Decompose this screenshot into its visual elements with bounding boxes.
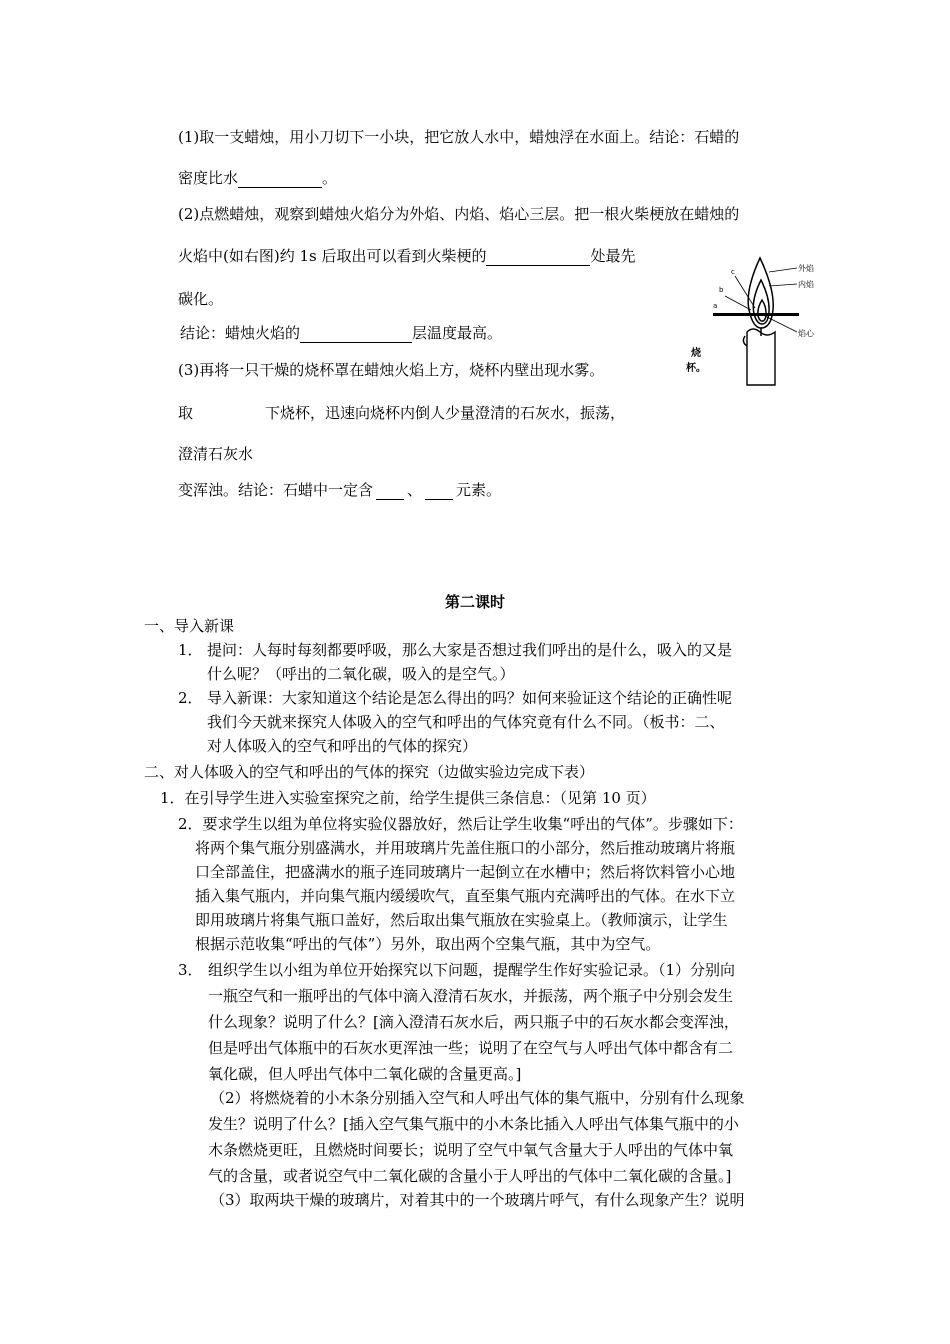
flame-core — [758, 300, 766, 321]
s2-item2-line2: 将两个集气瓶分别盛满水，并用玻璃片先盖住瓶口的小部分，然后推动玻璃片将瓶 — [195, 839, 736, 857]
s2-item3-line4: 但是呼出气体瓶中的石灰水更浑浊一些；说明了在空气与人呼出气体中都含有二 — [208, 1039, 734, 1057]
p2-line3: 碳化。 — [178, 290, 224, 308]
mark-c: c — [731, 268, 735, 276]
mark-b: b — [719, 286, 724, 294]
section1-heading: 一、导入新课 — [144, 617, 235, 635]
s1-item1-line2: 什么呢？（呼出的二氧化碳，吸入的是空气。） — [207, 665, 515, 683]
s2-item2-line5: 即用玻璃片将集气瓶口盖好，然后取出集气瓶放在实验桌上。（教师演示，让学生 — [195, 911, 728, 929]
s2-item3-line3: 什么现象？说明了什么？[滴入澄清石灰水后，两只瓶子中的石灰水都会变浑浊， — [208, 1013, 739, 1031]
margin-fragment-a: 烧 — [691, 348, 701, 359]
blank-flame-layer[interactable] — [300, 326, 412, 343]
label-inner-flame: 内焰 — [798, 280, 814, 289]
p3-line4: 变浑浊。结论：石蜡中一定含 、 元素。 — [178, 481, 502, 499]
s2-item3-line6: （2）将燃烧着的小木条分别插入空气和人呼出气体的集气瓶中，分别有什么现象 — [210, 1089, 745, 1107]
s2-item3-line10: （3）取两块干燥的玻璃片，对着其中的一个玻璃片呼气，有什么现象产生？说明 — [210, 1191, 745, 1209]
label-flame-core: 焰心 — [798, 329, 814, 338]
s1-item1-line1: 提问：人每时每刻都要呼吸，那么大家是否想过我们呼出的是什么，吸入的又是 — [207, 641, 733, 659]
lesson-title: 第二课时 — [444, 593, 505, 611]
candle-body — [743, 329, 775, 385]
section2-heading: 二、对人体吸入的空气和呼出的气体的探究（边做实验边完成下表） — [144, 763, 595, 781]
p3-line1: (3)再将一只干燥的烧杯罩在蜡烛火焰上方，烧杯内壁出现水雾。 — [178, 361, 605, 379]
s1-item2-line2: 我们今天就来探究人体吸入的空气和呼出的气体究竟有什么不同。（板书：二、 — [207, 713, 725, 731]
candle-flame-diagram — [705, 250, 825, 390]
p1-line1: (1)取一支蜡烛，用小刀切下一小块，把它放人水中，蜡烛浮在水面上。结论：石蜡的 — [178, 128, 740, 146]
s2-item3-line7: 发生？说明了什么？[插入空气集气瓶中的小木条比插入人呼出气体集气瓶中的小 — [208, 1115, 739, 1133]
blank-element-2[interactable] — [425, 483, 453, 500]
blank-element-1[interactable] — [376, 483, 404, 500]
margin-fragment-b: 杯。 — [686, 363, 706, 374]
p3-line3: 澄清石灰水 — [178, 445, 254, 463]
p2-conclusion: 结论：蜡烛火焰的 层温度最高。 — [180, 324, 503, 342]
s2-item3-line9: 气的含量，或者说空气中二氧化碳的含量小于人呼出的气体中二氧化碳的含量。] — [208, 1167, 732, 1185]
blank-density[interactable] — [238, 171, 322, 188]
p2-line2: 火焰中(如右图)约 1s 后取出可以看到火柴梗的 处最先 — [178, 247, 636, 265]
blank-match-position[interactable] — [486, 249, 590, 266]
flame-shape — [748, 258, 773, 328]
label-leaders — [725, 268, 797, 332]
s2-item2-line4: 插入集气瓶内，并向集气瓶内缓缓吹气，直至集气瓶内充满呼出的气体。在水下立 — [195, 887, 736, 905]
s1-item1-num: 1． — [178, 641, 203, 659]
s2-item3-line2: 一瓶空气和一瓶呼出的气体中滴入澄清石灰水，并振荡，两个瓶子中分别会发生 — [208, 987, 734, 1005]
outer-flame — [748, 258, 773, 328]
s2-item3-line5: 氧化碳，但人呼出气体中二氧化碳的含量更高。] — [208, 1065, 522, 1083]
matchstick — [713, 313, 799, 316]
s2-item2-line1: 2．要求学生以组为单位将实验仪器放好，然后让学生收集“呼出的气体”。步骤如下： — [178, 815, 743, 833]
p3-line2: 取 下烧杯，迅速向烧杯内倒人少量澄清的石灰水，振荡， — [178, 404, 626, 422]
s1-item2-line3: 对人体吸入的空气和呼出的气体的探究） — [207, 737, 478, 755]
s2-item1: 1．在引导学生进入实验室探究之前，给学生提供三条信息：（见第 10 页） — [160, 789, 656, 807]
s2-item3-line8: 木条燃烧更旺，且燃烧时间要长；说明了空气中氧气含量大于人呼出的气体中氧 — [208, 1141, 734, 1159]
label-outer-flame: 外焰 — [798, 264, 814, 273]
s2-item3-num: 3． — [178, 961, 203, 979]
s1-item2-line1: 导入新课：大家知道这个结论是怎么得出的吗？如何来验证这个结论的正确性呢 — [207, 689, 733, 707]
mark-a: a — [713, 302, 718, 310]
s2-item3-line1: 组织学生以小组为单位开始探究以下问题，提醒学生作好实验记录。（1）分别向 — [208, 961, 736, 979]
s1-item2-num: 2． — [178, 689, 203, 707]
p2-line1: (2)点燃蜡烛，观察到蜡烛火焰分为外焰、内焰、焰心三层。把一根火柴梗放在蜡烛的 — [178, 205, 740, 223]
p1-line2: 密度比水 。 — [178, 169, 338, 187]
s2-item2-line6: 根据示范收集“呼出的气体”）另外，取出两个空集气瓶，其中为空气。 — [195, 935, 661, 953]
s2-item2-line3: 口全部盖住，把盛满水的瓶子连同玻璃片一起倒立在水槽中；然后将饮料管小心地 — [195, 863, 736, 881]
